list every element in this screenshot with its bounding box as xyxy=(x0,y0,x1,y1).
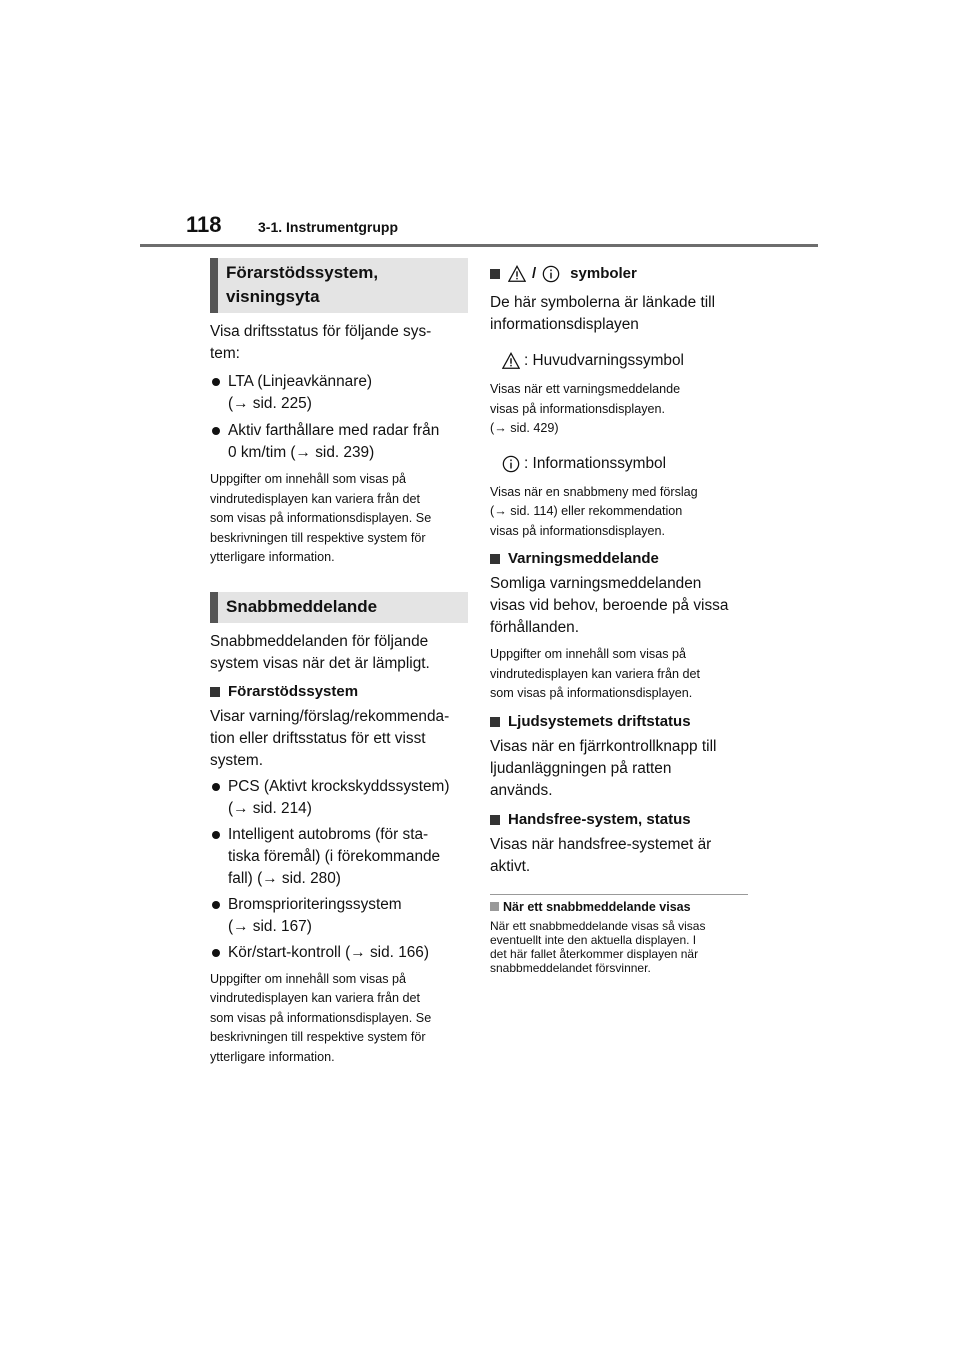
subheading-text: Ljudsystemets driftstatus xyxy=(508,712,691,730)
footnote-title: När ett snabbmeddelande visas xyxy=(503,899,691,914)
symbol-label: : Huvudvarningssymbol xyxy=(524,352,684,369)
bullet-text: (→ sid. 225) xyxy=(228,395,312,412)
bullet-item xyxy=(210,824,468,890)
bullet-text: 0 km/tim (→ sid. 239) xyxy=(228,444,375,461)
square-bullet-icon xyxy=(490,554,500,564)
symbol-separator: / xyxy=(532,265,537,282)
note-text xyxy=(210,470,468,568)
bullet-text: Aktiv farthållare med radar från xyxy=(228,422,440,439)
note-line: beskrivningen till respektive system för xyxy=(210,1030,426,1044)
body-text: ljudanläggningen på ratten xyxy=(490,759,672,777)
note-line: (→ sid. 114) eller rekommendation xyxy=(490,504,683,518)
body-text: system visas när det är lämpligt. xyxy=(210,654,430,672)
subheading-handsfree-status xyxy=(490,810,750,830)
note-line: vindrutedisplayen kan variera från det xyxy=(210,491,421,506)
bullet-item xyxy=(210,776,468,820)
bullet-text: tiska föremål) (i förekommande xyxy=(228,847,441,865)
section-heading-quick-message: Snabbmeddelande xyxy=(210,592,468,623)
body-text: används. xyxy=(490,781,553,799)
footnote-line: det här fallet återkommer displayen när xyxy=(490,946,699,961)
square-bullet-icon xyxy=(490,902,499,911)
body-text: visas vid behov, beroende på vissa xyxy=(490,597,729,614)
subheading-text: symboler xyxy=(570,265,637,282)
page-number: 118 xyxy=(186,212,222,237)
note-line: visas på informationsdisplayen. xyxy=(490,401,666,416)
subheading-text: Förarstödssystem xyxy=(228,682,359,700)
bullet-dot-icon xyxy=(212,427,220,435)
info-circle-icon xyxy=(542,265,560,283)
bullet-dot-icon xyxy=(212,831,220,839)
subheading-warning-message xyxy=(490,549,750,569)
bullet-text: (→ sid. 167) xyxy=(228,917,312,935)
bullet-dot-icon xyxy=(212,949,220,957)
warning-triangle-icon xyxy=(502,352,520,370)
subheading-driver-assist xyxy=(210,682,468,702)
bullet-item xyxy=(210,942,468,964)
note-line: som visas på informationsdisplayen. Se xyxy=(210,1010,432,1025)
note-line: Visas när ett varningsmeddelande xyxy=(490,382,681,396)
note-line: som visas på informationsdisplayen. xyxy=(490,686,693,700)
subheading-text: Handsfree-system, status xyxy=(508,810,691,828)
warning-symbol-row xyxy=(490,350,750,372)
body-text: Visar varning/förslag/rekommenda- xyxy=(210,707,450,725)
footnote-line: När ett snabbmeddelande visas så visas xyxy=(490,918,706,933)
body-text: förhållanden. xyxy=(490,619,579,636)
body-text: Visas när en fjärrkontrollknapp till xyxy=(490,737,717,755)
info-symbol-row xyxy=(490,453,750,475)
square-bullet-icon xyxy=(490,815,500,825)
bullet-text: LTA (Linjeavkännare) xyxy=(228,373,373,390)
note-line: beskrivningen till respektive system för xyxy=(210,530,426,545)
right-column xyxy=(490,258,750,975)
square-bullet-icon xyxy=(490,717,500,727)
bullet-text: Kör/start-kontroll (→ sid. 166) xyxy=(228,943,429,961)
bullet-dot-icon xyxy=(212,901,220,909)
bullet-item xyxy=(210,371,468,415)
note-line: (→ sid. 429) xyxy=(490,421,559,435)
subheading-audio-status xyxy=(490,712,750,732)
section-heading-driver-assist xyxy=(210,258,468,313)
body-text: Visas när handsfree-systemet är xyxy=(490,835,712,853)
bullet-text: PCS (Aktivt krockskyddssystem) xyxy=(228,777,450,795)
body-text: Snabbmeddelanden för följande xyxy=(210,632,429,650)
section-heading-line: visningsyta xyxy=(226,287,320,306)
bullet-dot-icon xyxy=(212,783,220,791)
section-heading-line: Förarstödssystem, xyxy=(226,263,379,282)
note-line: vindrutedisplayen kan variera från det xyxy=(490,666,701,681)
bullet-dot-icon xyxy=(212,378,220,386)
body-text: Somliga varningsmeddelanden xyxy=(490,575,702,592)
body-text: aktivt. xyxy=(490,857,531,875)
note-text xyxy=(210,970,468,1068)
warning-triangle-icon xyxy=(508,265,526,283)
info-circle-icon xyxy=(502,455,520,473)
intro-text: Visa driftsstatus för följande sys- xyxy=(210,323,432,340)
bullet-text: Bromsprioriteringssystem xyxy=(228,895,402,913)
bullet-item xyxy=(210,894,468,938)
note-line: Uppgifter om innehåll som visas på xyxy=(210,971,406,986)
body-text: De här symbolerna är länkade till xyxy=(490,294,715,311)
bullet-text: Intelligent autobroms (för sta- xyxy=(228,825,429,843)
note-line: Visas när en snabbmeny med förslag xyxy=(490,484,698,499)
footnote-heading xyxy=(490,899,750,915)
bullet-text: (→ sid. 214) xyxy=(228,799,312,817)
note-line: som visas på informationsdisplayen. Se xyxy=(210,511,432,525)
bullet-item xyxy=(210,420,468,464)
left-column xyxy=(210,258,468,1067)
header-rule xyxy=(140,244,818,247)
body-text: informationsdisplayen xyxy=(490,316,639,333)
subheading-text: Varningsmeddelande xyxy=(508,550,659,567)
body-text: system. xyxy=(210,751,264,769)
footnote-line: snabbmeddelandet försvinner. xyxy=(490,960,651,975)
subheading-symbols xyxy=(490,264,750,284)
intro-text: tem: xyxy=(210,345,240,362)
note-line: Uppgifter om innehåll som visas på xyxy=(490,647,686,661)
chapter-title: 3-1. Instrumentgrupp xyxy=(258,219,399,235)
bullet-text: fall) (→ sid. 280) xyxy=(228,869,341,887)
note-line: Uppgifter om innehåll som visas på xyxy=(210,472,406,486)
note-line: vindrutedisplayen kan variera från det xyxy=(210,991,421,1005)
symbol-label: : Informationssymbol xyxy=(524,454,666,472)
note-line: ytterligare information. xyxy=(210,550,335,564)
footnote-line: eventuellt inte den aktuella displayen. I xyxy=(490,932,697,947)
note-line: visas på informationsdisplayen. xyxy=(490,523,666,538)
square-bullet-icon xyxy=(210,687,220,697)
body-text: tion eller driftsstatus för ett visst xyxy=(210,729,426,747)
note-line: ytterligare information. xyxy=(210,1049,335,1064)
square-bullet-icon xyxy=(490,269,500,279)
